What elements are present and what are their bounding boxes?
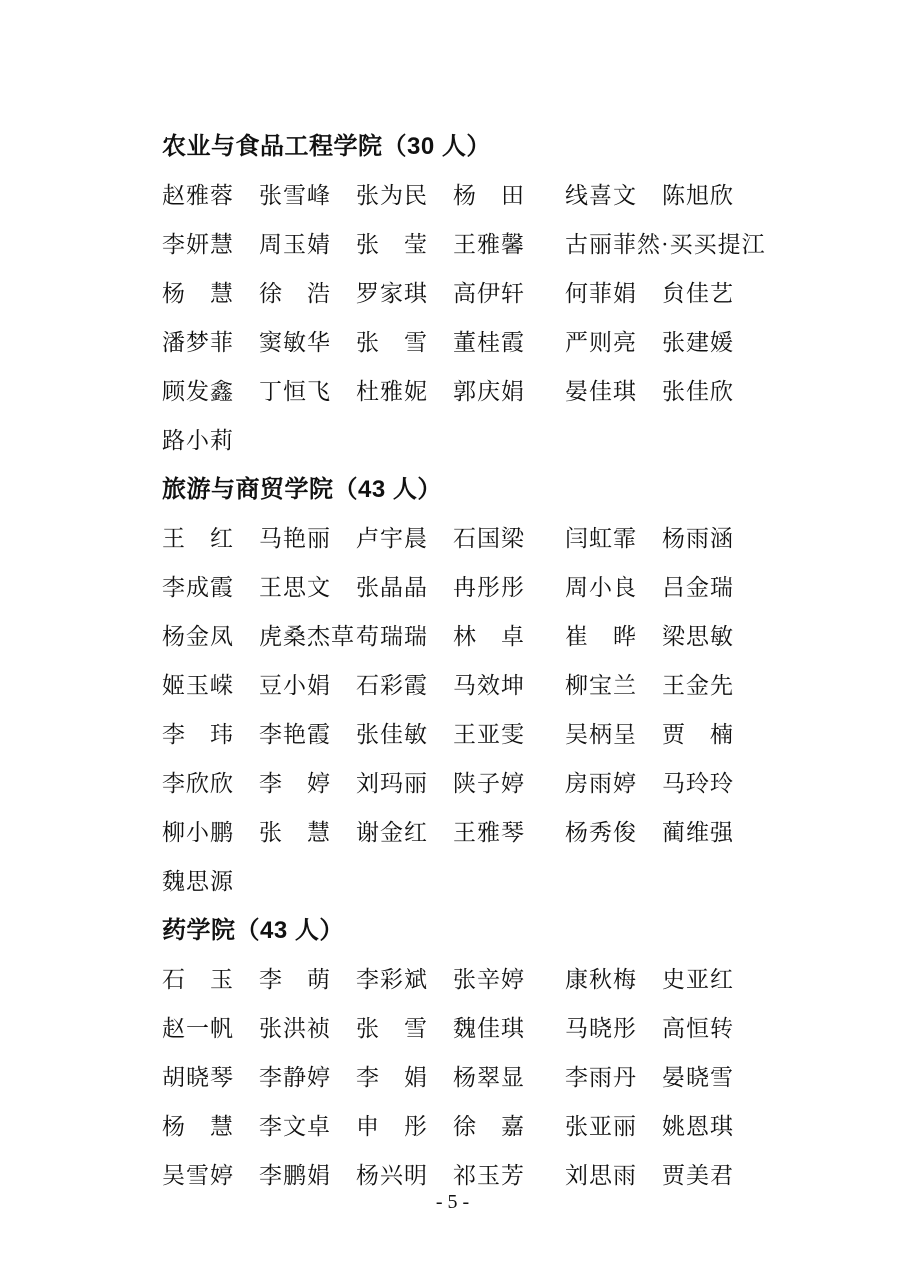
student-name: 古丽菲然·买买提江 xyxy=(565,232,766,257)
name-row xyxy=(162,427,862,455)
student-name: 高恒转 xyxy=(662,1016,734,1041)
student-name: 张辛婷 xyxy=(453,967,525,992)
student-name: 石 玉 xyxy=(162,967,234,992)
name-row xyxy=(162,966,862,994)
student-name: 申 彤 xyxy=(356,1114,428,1139)
student-name: 姬玉嵘 xyxy=(162,673,234,698)
name-row xyxy=(162,623,862,651)
student-name: 李欣欣 xyxy=(162,771,234,796)
student-name: 李雨丹 xyxy=(565,1065,637,1090)
student-name: 郭庆娟 xyxy=(453,379,525,404)
student-name: 王思文 xyxy=(259,575,331,600)
student-name: 杨 慧 xyxy=(162,1114,234,1139)
student-name: 祁玉芳 xyxy=(453,1163,525,1188)
student-name: 林 卓 xyxy=(453,624,525,649)
student-name: 何菲娟 xyxy=(565,281,637,306)
student-name: 罗家琪 xyxy=(356,281,428,306)
student-name: 陈旭欣 xyxy=(662,183,734,208)
section-title: 药学院（43 人） xyxy=(162,917,344,944)
student-name: 崔 晔 xyxy=(565,624,637,649)
student-name: 姚恩琪 xyxy=(662,1114,734,1139)
student-name: 刘思雨 xyxy=(565,1163,637,1188)
student-name: 杨秀俊 xyxy=(565,820,637,845)
page-number: - 5 - xyxy=(435,1191,470,1213)
student-name: 石国梁 xyxy=(453,526,525,551)
student-name: 赵一帆 xyxy=(162,1016,234,1041)
student-name: 李静婷 xyxy=(259,1065,331,1090)
name-row xyxy=(162,721,862,749)
student-name: 王金先 xyxy=(662,673,734,698)
name-row xyxy=(162,868,862,896)
student-name: 房雨婷 xyxy=(565,771,637,796)
name-row xyxy=(162,231,862,259)
student-name: 张为民 xyxy=(356,183,428,208)
student-name: 杨 田 xyxy=(453,183,525,208)
student-name: 杨雨涵 xyxy=(662,526,734,551)
name-row xyxy=(162,574,862,602)
student-name: 卢宇晨 xyxy=(356,526,428,551)
student-name-list xyxy=(162,133,862,1211)
student-name: 王雅馨 xyxy=(453,232,525,257)
student-name: 康秋梅 xyxy=(565,967,637,992)
student-name: 苟瑞瑞 xyxy=(356,624,428,649)
student-name: 柳小鹏 xyxy=(162,820,234,845)
student-name: 顾发鑫 xyxy=(162,379,234,404)
student-name: 路小莉 xyxy=(162,428,234,453)
student-name: 杨 慧 xyxy=(162,281,234,306)
student-name: 刘玛丽 xyxy=(356,771,428,796)
student-name: 张亚丽 xyxy=(565,1114,637,1139)
section-title: 农业与食品工程学院（30 人） xyxy=(162,133,491,160)
student-name: 贾 楠 xyxy=(662,722,734,747)
student-name: 吕金瑞 xyxy=(662,575,734,600)
student-name: 窦敏华 xyxy=(259,330,331,355)
name-row xyxy=(162,329,862,357)
student-name: 董桂霞 xyxy=(453,330,525,355)
student-name: 李 玮 xyxy=(162,722,234,747)
name-row xyxy=(162,280,862,308)
name-row xyxy=(162,378,862,406)
student-name: 李彩斌 xyxy=(356,967,428,992)
student-name: 赵雅蓉 xyxy=(162,183,234,208)
student-name: 闫虹霏 xyxy=(565,526,637,551)
student-name: 李成霞 xyxy=(162,575,234,600)
student-name: 张洪祯 xyxy=(259,1016,331,1041)
student-name: 张佳敏 xyxy=(356,722,428,747)
student-name: 张 雪 xyxy=(356,330,428,355)
student-name: 马效坤 xyxy=(453,673,525,698)
student-name: 晏佳琪 xyxy=(565,379,637,404)
student-name: 魏思源 xyxy=(162,869,234,894)
student-name: 张 雪 xyxy=(356,1016,428,1041)
section-title: 旅游与商贸学院（43 人） xyxy=(162,476,442,503)
name-row xyxy=(162,770,862,798)
student-name: 王亚雯 xyxy=(453,722,525,747)
student-name: 豆小娟 xyxy=(259,673,331,698)
student-name: 贠佳艺 xyxy=(662,281,734,306)
student-name: 张建媛 xyxy=(662,330,734,355)
name-row xyxy=(162,819,862,847)
name-row xyxy=(162,182,862,210)
student-name: 王雅琴 xyxy=(453,820,525,845)
student-name: 李文卓 xyxy=(259,1114,331,1139)
student-name: 马晓彤 xyxy=(565,1016,637,1041)
student-name: 谢金红 xyxy=(356,820,428,845)
student-name: 杨金凤 xyxy=(162,624,234,649)
student-name: 王 红 xyxy=(162,526,234,551)
student-name: 晏晓雪 xyxy=(662,1065,734,1090)
student-name: 吴柄呈 xyxy=(565,722,637,747)
student-name: 徐 嘉 xyxy=(453,1114,525,1139)
student-name: 石彩霞 xyxy=(356,673,428,698)
name-row xyxy=(162,1064,862,1092)
student-name: 严则亮 xyxy=(565,330,637,355)
student-name: 陕子婷 xyxy=(453,771,525,796)
student-name: 马玲玲 xyxy=(662,771,734,796)
student-name: 杨翠显 xyxy=(453,1065,525,1090)
student-name: 线喜文 xyxy=(565,183,637,208)
name-row xyxy=(162,672,862,700)
student-name: 李妍慧 xyxy=(162,232,234,257)
student-name: 李 萌 xyxy=(259,967,331,992)
name-row xyxy=(162,525,862,553)
student-name: 吴雪婷 xyxy=(162,1163,234,1188)
student-name: 张晶晶 xyxy=(356,575,428,600)
student-name: 冉彤彤 xyxy=(453,575,525,600)
name-row xyxy=(162,1162,862,1190)
student-name: 徐 浩 xyxy=(259,281,331,306)
student-name: 史亚红 xyxy=(662,967,734,992)
student-name: 杨兴明 xyxy=(356,1163,428,1188)
student-name: 马艳丽 xyxy=(259,526,331,551)
student-name: 胡晓琴 xyxy=(162,1065,234,1090)
name-row xyxy=(162,1015,862,1043)
student-name: 李鹏娟 xyxy=(259,1163,331,1188)
student-name: 潘梦菲 xyxy=(162,330,234,355)
student-name: 周小良 xyxy=(565,575,637,600)
student-name: 李艳霞 xyxy=(259,722,331,747)
student-name: 杜雅妮 xyxy=(356,379,428,404)
student-name: 梁思敏 xyxy=(662,624,734,649)
student-name: 张雪峰 xyxy=(259,183,331,208)
student-name: 丁恒飞 xyxy=(259,379,331,404)
student-name: 李 娟 xyxy=(356,1065,428,1090)
student-name: 贾美君 xyxy=(662,1163,734,1188)
student-name: 张佳欣 xyxy=(662,379,734,404)
student-name: 高伊轩 xyxy=(453,281,525,306)
student-name: 周玉婧 xyxy=(259,232,331,257)
student-name: 虎桑杰草 xyxy=(259,624,355,649)
student-name: 张 慧 xyxy=(259,820,331,845)
student-name: 魏佳琪 xyxy=(453,1016,525,1041)
student-name: 柳宝兰 xyxy=(565,673,637,698)
name-row xyxy=(162,1113,862,1141)
student-name: 张 莹 xyxy=(356,232,428,257)
student-name: 蔺维强 xyxy=(662,820,734,845)
student-name: 李 婷 xyxy=(259,771,331,796)
